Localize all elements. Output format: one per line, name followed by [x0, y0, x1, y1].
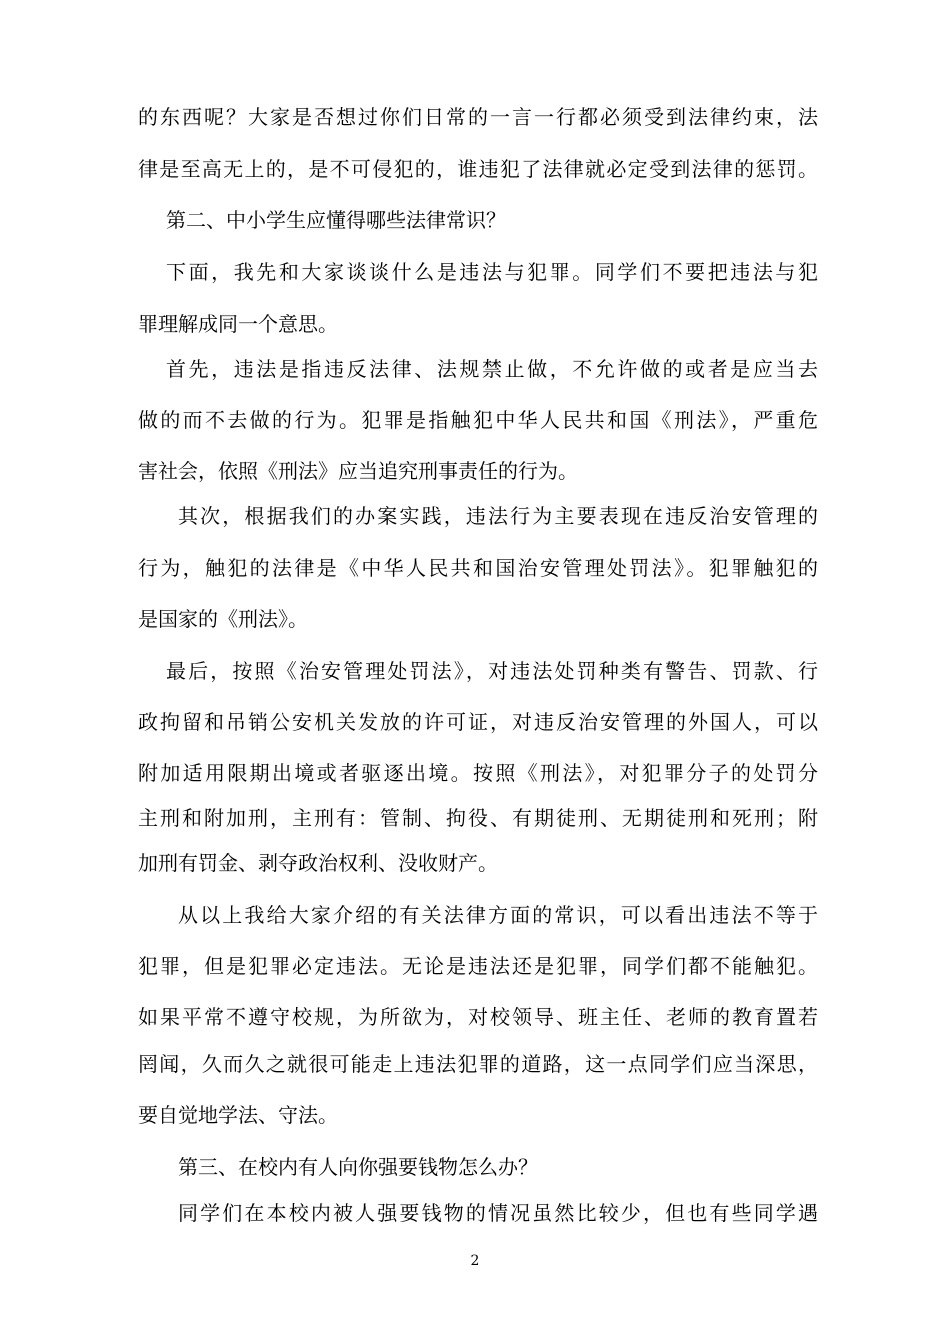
text-line: 是国家的《刑法》。 [138, 607, 308, 631]
text-line: 最后，按照《治安管理处罚法》，对违法处罚种类有警告、罚款、行 [166, 659, 818, 683]
text-line: 犯罪，但是犯罪必定违法。无论是违法还是犯罪，同学们都不能触犯。 [138, 954, 818, 978]
text-line: 行为，触犯的法律是《中华人民共和国治安管理处罚法》。犯罪触犯的 [138, 556, 818, 580]
text-line: 附加适用限期出境或者驱逐出境。按照《刑法》，对犯罪分子的处罚分 [138, 761, 818, 785]
text-line: 其次，根据我们的办案实践，违法行为主要表现在违反治安管理的 [178, 504, 818, 528]
text-line: 罪理解成同一个意思。 [138, 312, 338, 336]
text-line: 的东西呢？大家是否想过你们日常的一言一行都必须受到法律约束，法 [138, 105, 818, 129]
text-line: 罔闻，久而久之就很可能走上违法犯罪的道路，这一点同学们应当深思， [138, 1052, 818, 1076]
text-line: 如果平常不遵守校规，为所欲为，对校领导、班主任、老师的教育置若 [138, 1005, 818, 1029]
text-line: 加刑有罚金、剥夺政治权利、没收财产。 [138, 851, 498, 875]
text-line: 主刑和附加刑，主刑有：管制、拘役、有期徒刑、无期徒刑和死刑；附 [138, 806, 818, 830]
text-line: 害社会，依照《刑法》应当追究刑事责任的行为。 [138, 459, 578, 483]
text-line: 下面，我先和大家谈谈什么是违法与犯罪。同学们不要把违法与犯 [166, 260, 818, 284]
section-heading: 第三、在校内有人向你强要钱物怎么办？ [178, 1155, 538, 1179]
text-line: 首先，违法是指违反法律、法规禁止做，不允许做的或者是应当去 [166, 357, 818, 381]
page-number: 2 [470, 1253, 480, 1269]
section-heading: 第二、中小学生应懂得哪些法律常识？ [166, 208, 506, 232]
text-line: 要自觉地学法、守法。 [138, 1103, 338, 1127]
text-line: 同学们在本校内被人强要钱物的情况虽然比较少，但也有些同学遇 [178, 1201, 818, 1225]
text-line: 从以上我给大家介绍的有关法律方面的常识，可以看出违法不等于 [178, 903, 818, 927]
text-line: 政拘留和吊销公安机关发放的许可证，对违反治安管理的外国人，可以 [138, 710, 818, 734]
text-line: 律是至高无上的，是不可侵犯的，谁违犯了法律就必定受到法律的惩罚。 [138, 157, 818, 181]
text-line: 做的而不去做的行为。犯罪是指触犯中华人民共和国《刑法》，严重危 [138, 408, 818, 432]
